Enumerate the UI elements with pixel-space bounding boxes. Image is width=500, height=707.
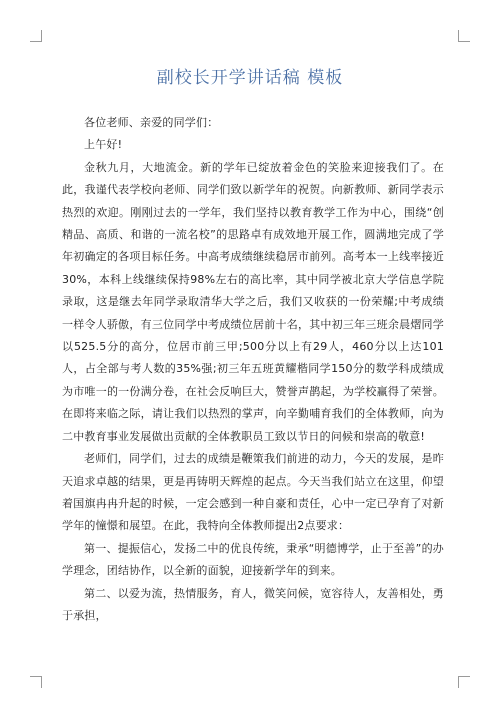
paragraph-salutation: 各位老师、亲爱的同学们： <box>84 116 219 129</box>
crop-mark-top-left-v <box>41 30 42 42</box>
paragraph-requirement-1: 第一、提振信心，发扬二中的优良传统，秉承“明德博学，止于至善”的办学理念，团结协作，以全新的面貌，迎接新学年的到来。 <box>62 541 444 578</box>
paragraph-outlook: 老师们，同学们，过去的成绩是鞭策我们前进的动力，今天的发展，是昨天追求卓越的结果，更是再铸明天辉煌的起点。今天当我们站立在这里，仰望着国旗冉冉升起的时候，一定会感到一种自豪和责任，心中一定已孕育了对新学年的憧憬和展望。在此，我特向全体教师提出2点要求： <box>62 452 444 533</box>
crop-mark-bottom-left-v <box>41 676 42 688</box>
paragraph-requirement-2: 第二、以爱为流，热情服务，育人，微笑问候，宽容待人，友善相处，勇于承担， <box>62 586 444 622</box>
crop-mark-bottom-right-h <box>458 676 470 677</box>
crop-mark-top-right-v <box>458 30 459 42</box>
crop-mark-bottom-right-v <box>458 676 459 688</box>
paragraph-greeting: 上午好! <box>84 138 123 152</box>
document-body <box>62 112 444 627</box>
document-title: 副校长开学讲话稿 模板 <box>156 68 344 88</box>
paragraph-achievements: 金秋九月，大地流金。新的学年已绽放着金色的笑脸来迎接我们了。在此，我谨代表学校向老师、同学们致以新学年的祝贺。向新教师、新同学表示热烈的欢迎。刚刚过去的一学年，我们坚持以教育教学工作为中心，围绕“创精品、高质、和谐的一流名校”的思路卓有成效地开展工作，圆满地完成了学年初确定的各项目标任务。中高考成绩继续稳居市前列。高考本一上线率接近30%，本科上线继续保持98%左右的高比率，其中同学被北京大学信息学院录取，这是继去年同学录取清华大学之后，我们又收获的一份荣耀;中考成绩一样令人骄傲，有三位同学中考成绩位居前十名，其中初三年三班余晨熠同学以525.5分的高分，位居市前三甲;500分以上有29人，460分以上达101人，占全部与考人数的35%强;初三年五班黄耀楷同学150分的数学科成绩成为市唯一的一份满分卷，在社会反响巨大，赞誉声鹊起，为学校赢得了荣誉。在即将来临之际，请让我们以热烈的掌声，向辛勤哺育我们的全体教师，向为二中教育事业发展做出贡献的全体教职员工致以节日的问候和崇高的敬意! <box>62 160 444 443</box>
crop-mark-top-right-h <box>458 41 470 42</box>
